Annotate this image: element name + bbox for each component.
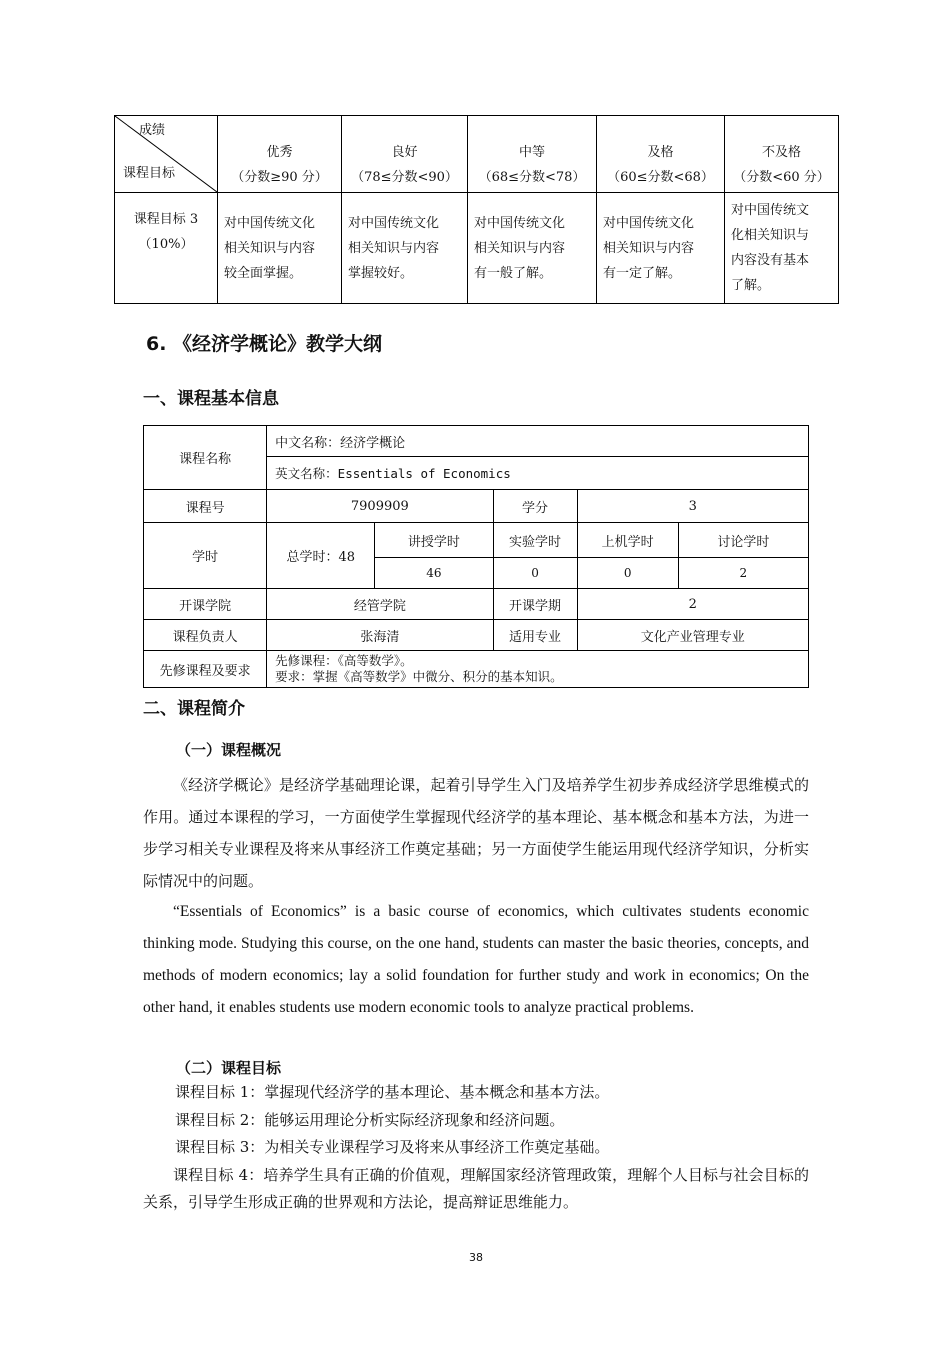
criteria-line: 对中国传统文化 (348, 215, 440, 231)
criteria-line: 对中国传统文化 (474, 215, 566, 231)
row-lead (144, 620, 809, 651)
hours-label: 学时 (144, 523, 267, 589)
level-range: （68≤分数<78） (478, 170, 586, 185)
row-college (144, 589, 809, 620)
course-name-label: 课程名称 (144, 426, 267, 490)
subheading-goals: （二）课程目标 (176, 1059, 282, 1077)
row-prereq (144, 651, 809, 688)
level-header-excellent (218, 116, 342, 193)
prereq-label: 先修课程及要求 (144, 651, 267, 688)
target-name: 课程目标 3 (133, 212, 199, 227)
level-range: （60≤分数<68） (607, 170, 714, 185)
section-title: 6. 《经济学概论》教学大纲 (146, 333, 383, 355)
intro-chinese: 《经济学概论》是经济学基础理论课，起着引导学生入门及培养学生初步养成经济学思维模式的作用。通过本课程的学习，一方面使学生掌握现代经济学的基本理论、基本概念和基本方法，为进一步学习相关专业课程及将来从事经济工作奠定基础；另一方面使学生能运用现代经济学知识，分析实际情况中的问题。 (143, 776, 809, 890)
hour-value-lab: 0 (493, 558, 577, 589)
level-header-medium (468, 116, 597, 193)
criteria-pass (597, 193, 725, 304)
criteria-line: 掌握较好。 (348, 265, 414, 281)
criteria-line: 相关知识与内容 (603, 240, 695, 256)
criteria-line: 有一定了解。 (603, 265, 682, 281)
level-range: （分数<60 分） (733, 170, 830, 185)
criteria-line: 相关知识与内容 (224, 240, 316, 256)
corner-label-target: 课程目标 (123, 166, 176, 181)
course-cn-name: 中文名称：经济学概论 (267, 426, 809, 457)
hour-type-discussion: 讨论学时 (678, 523, 808, 558)
college-label: 开课学院 (144, 589, 267, 620)
level-name: 良好 (391, 145, 418, 160)
page-number: 38 (469, 1251, 483, 1264)
heading-intro: 二、课程简介 (143, 699, 245, 719)
term: 2 (577, 589, 808, 620)
heading-basic-info: 一、课程基本信息 (143, 389, 279, 409)
hour-value-computer: 0 (577, 558, 678, 589)
criteria-medium (468, 193, 597, 304)
major: 文化产业管理专业 (577, 620, 808, 651)
subheading-overview: （一）课程概况 (176, 741, 282, 759)
prereq-course: 先修课程：《高等数学》。 (275, 653, 413, 668)
criteria-excellent (218, 193, 342, 304)
goal-1: 课程目标 1：掌握现代经济学的基本理论、基本概念和基本方法。 (175, 1083, 610, 1101)
level-header-fail (725, 116, 839, 193)
level-header-good (342, 116, 468, 193)
prereq-requirement: 要求：掌握《高等数学》中微分、积分的基本知识。 (275, 669, 563, 684)
criteria-line: 有一般了解。 (474, 265, 553, 281)
grading-header-row (115, 116, 839, 193)
credit-label: 学分 (493, 490, 577, 523)
course-no: 7909909 (267, 490, 493, 523)
criteria-line: 对中国传统文化 (224, 215, 316, 231)
row-hours-types (144, 523, 809, 558)
college: 经管学院 (267, 589, 493, 620)
criteria-line: 对中国传统文化 (603, 215, 695, 231)
criteria-line: 相关知识与内容 (348, 240, 440, 256)
hour-value-discussion: 2 (678, 558, 808, 589)
credit-value: 3 (577, 490, 808, 523)
level-range: （分数≥90 分） (231, 170, 328, 185)
criteria-line: 内容没有基本 (731, 253, 810, 268)
course-no-label: 课程号 (144, 490, 267, 523)
course-en-name: 英文名称：Essentials of Economics (267, 457, 809, 490)
criteria-good (342, 193, 468, 304)
hour-type-computer: 上机学时 (577, 523, 678, 558)
intro-english: “Essentials of Economics” is a basic course of economics, which cultivates students economic thinking mode. Studying this course, on the one hand, students can master the basic theories, concepts, and methods of modern economics; lay a solid foundation for further study and work in economics; On the other hand, it enables students use modern economic tools to analyze practical problems. (143, 903, 809, 1016)
grading-table (114, 115, 839, 304)
level-name: 不及格 (761, 145, 801, 160)
target-cell (115, 193, 218, 304)
course-info-table (143, 425, 809, 688)
target-weight: （10%） (138, 237, 194, 252)
criteria-line: 相关知识与内容 (474, 240, 566, 256)
level-header-pass (597, 116, 725, 193)
criteria-line: 较全面掌握。 (224, 265, 303, 281)
prereq-cell (267, 651, 809, 688)
level-name: 优秀 (266, 145, 293, 160)
grading-row-target-3 (115, 193, 839, 304)
corner-label-grade: 成绩 (139, 123, 166, 138)
hour-type-lab: 实验学时 (493, 523, 577, 558)
level-name: 中等 (518, 145, 545, 160)
lead-label: 课程负责人 (144, 620, 267, 651)
hour-value-lecture: 46 (375, 558, 493, 589)
corner-cell (115, 116, 218, 193)
criteria-line: 对中国传统文 (731, 203, 810, 218)
criteria-line: 了解。 (731, 278, 771, 293)
hour-type-lecture: 讲授学时 (375, 523, 493, 558)
level-range: （78≤分数<90） (351, 170, 458, 185)
level-name: 及格 (647, 145, 674, 160)
goal-4: 课程目标 4：培养学生具有正确的价值观，理解国家经济管理政策，理解个人目标与社会目标的关系，引导学生形成正确的世界观和方法论，提高辩证思维能力。 (143, 1166, 809, 1211)
total-hours: 总学时：48 (267, 523, 375, 589)
criteria-line: 化相关知识与 (731, 228, 810, 243)
lead: 张海清 (267, 620, 493, 651)
criteria-fail (725, 193, 839, 304)
row-cn-name (144, 426, 809, 457)
row-course-no (144, 490, 809, 523)
major-label: 适用专业 (493, 620, 577, 651)
goal-3: 课程目标 3：为相关专业课程学习及将来从事经济工作奠定基础。 (175, 1138, 610, 1156)
goal-2: 课程目标 2：能够运用理论分析实际经济现象和经济问题。 (175, 1111, 565, 1129)
term-label: 开课学期 (493, 589, 577, 620)
